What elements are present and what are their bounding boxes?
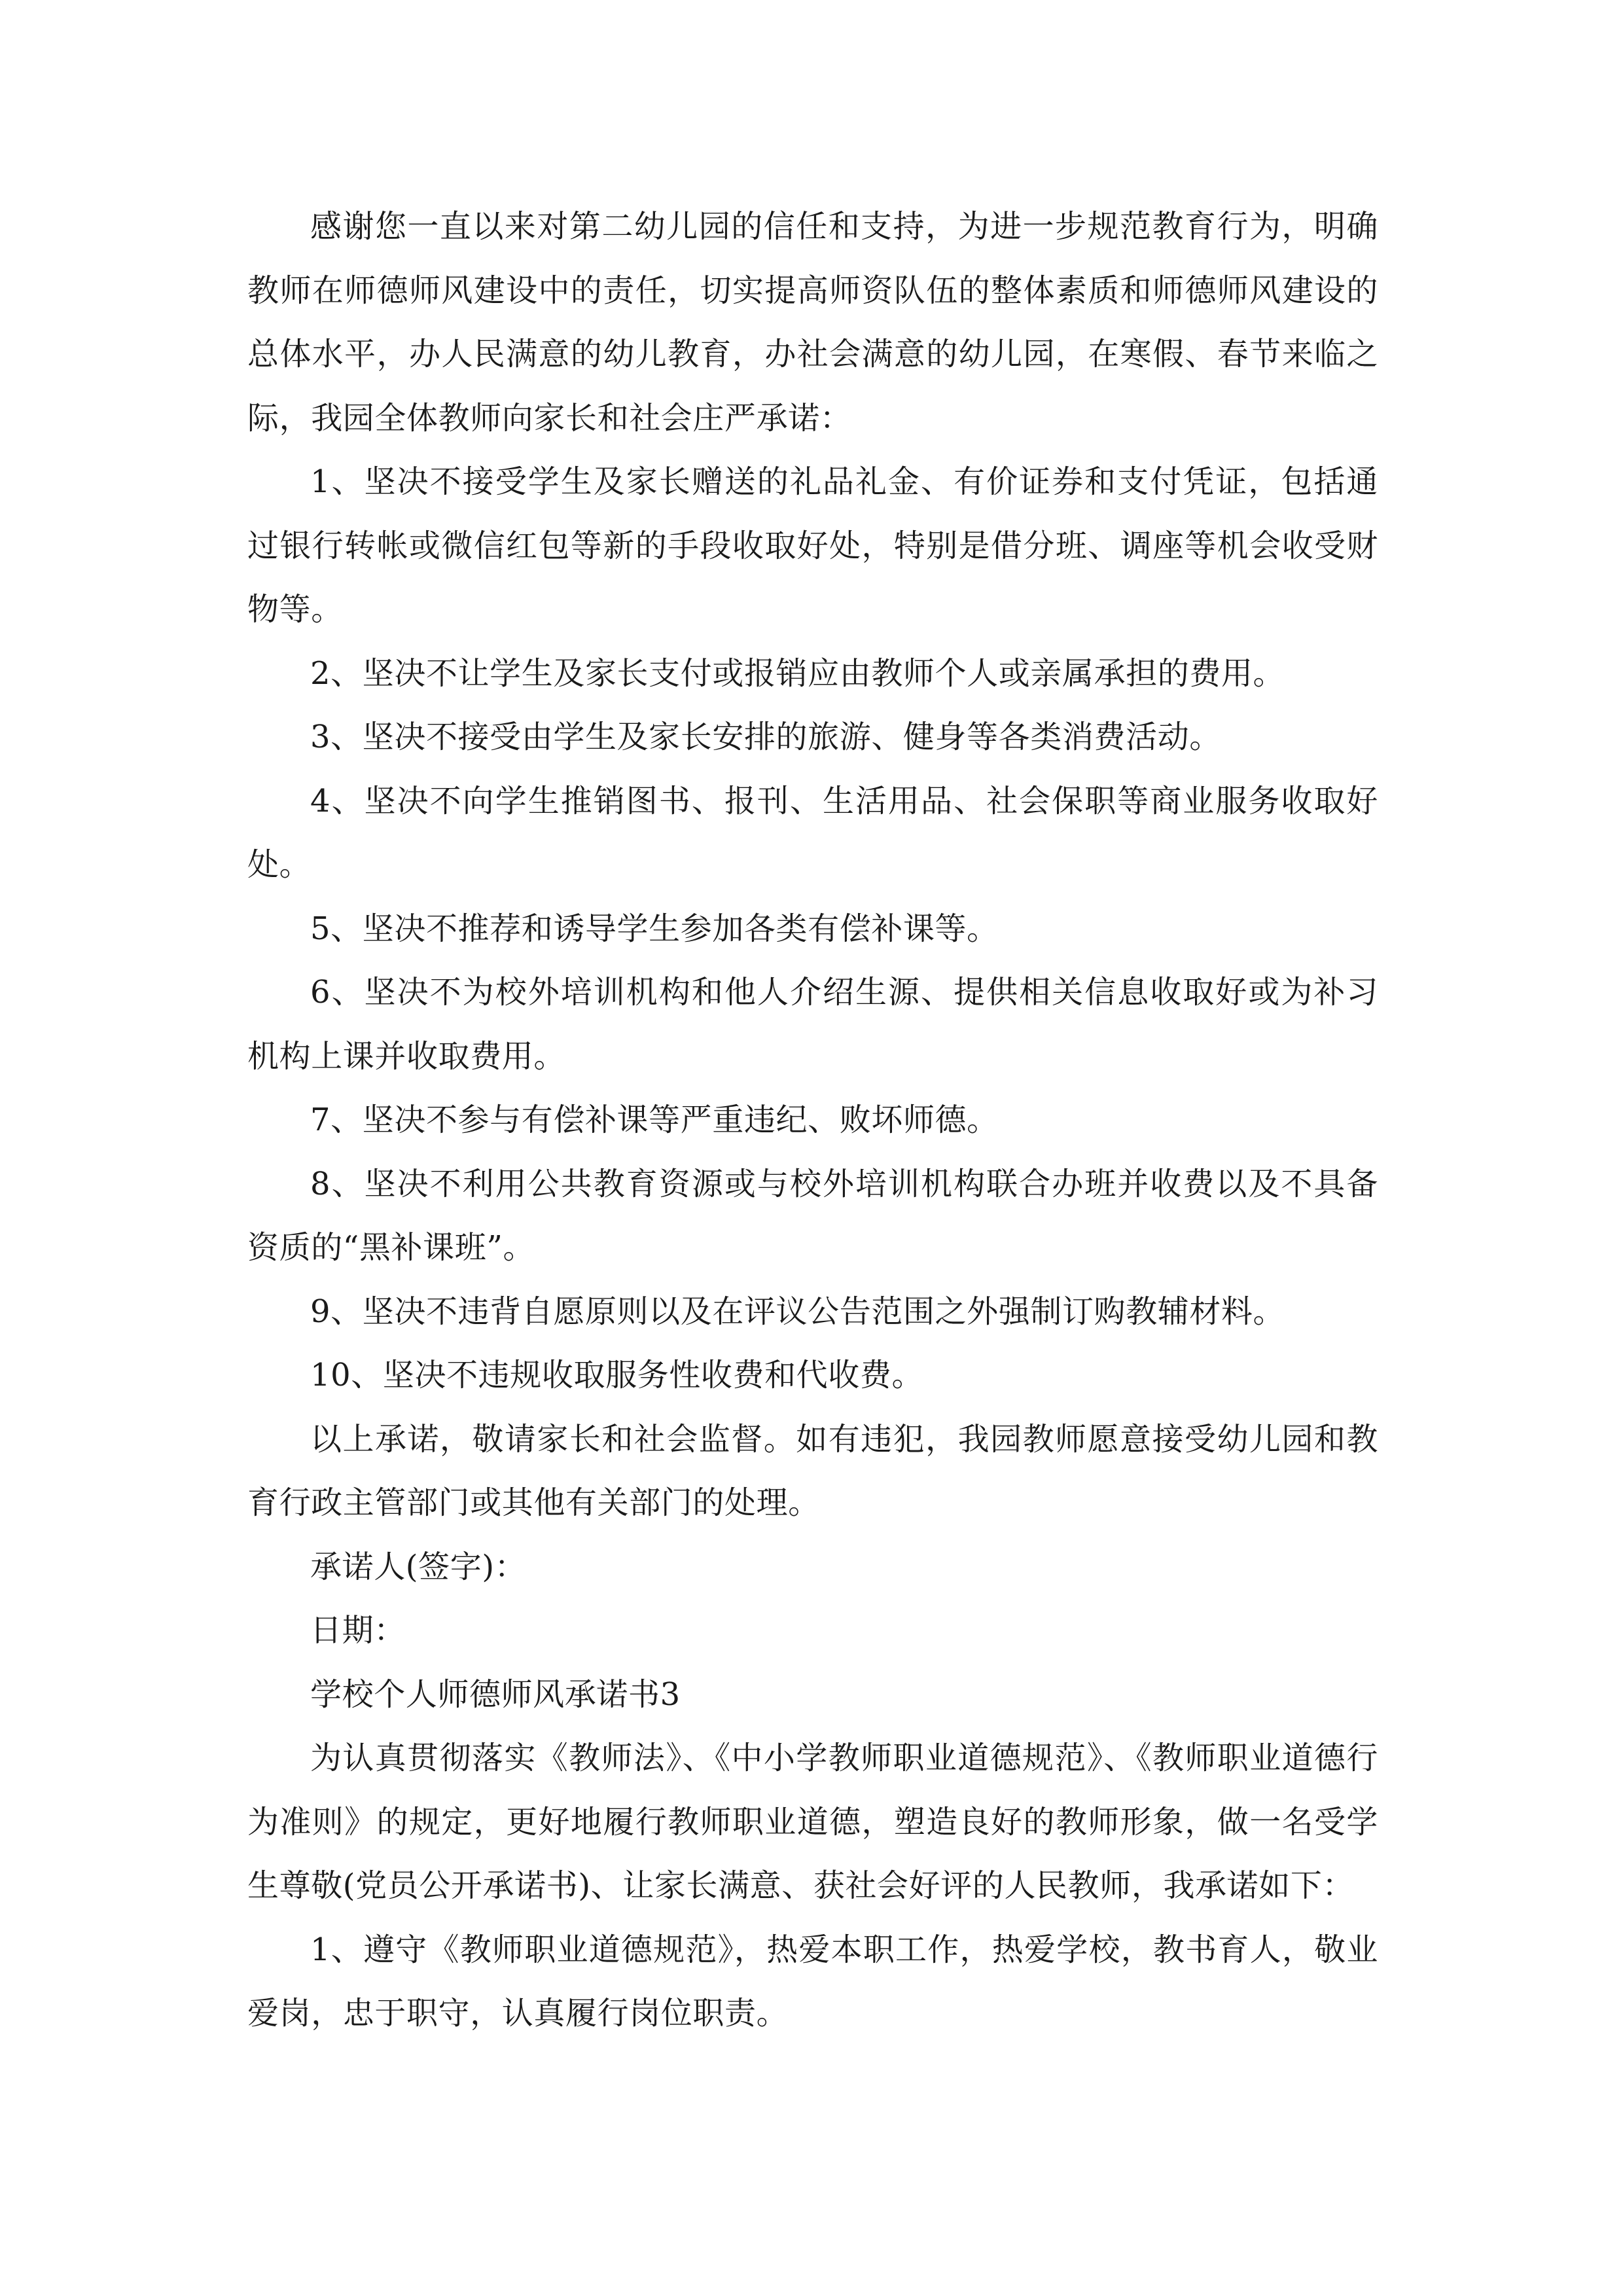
pledge-item-4: 4、坚决不向学生推销图书、报刊、生活用品、社会保职等商业服务收取好处。 xyxy=(247,782,1378,883)
closing-paragraph: 以上承诺，敬请家长和社会监督。如有违犯，我园教师愿意接受幼儿园和教育行政主管部门或其他有关部门的处理。 xyxy=(247,1420,1378,1521)
pledge-item-9: 9、坚决不违背自愿原则以及在评议公告范围之外强制订购教辅材料。 xyxy=(310,1293,1285,1330)
pledge-item-3: 3、坚决不接受由学生及家长安排的旅游、健身等各类消费活动。 xyxy=(310,719,1221,755)
document-body xyxy=(247,195,1378,2046)
pledge-item-6: 6、坚决不为校外培训机构和他人介绍生源、提供相关信息收取好或为补习机构上课并收取费用。 xyxy=(247,974,1378,1075)
pledge-item-2: 2、坚决不让学生及家长支付或报销应由教师个人或亲属承担的费用。 xyxy=(310,655,1285,692)
pledge-item-7: 7、坚决不参与有偿补课等严重违纪、败坏师德。 xyxy=(310,1102,999,1138)
pledge-item-1: 1、坚决不接受学生及家长赠送的礼品礼金、有价证券和支付凭证，包括通过银行转帐或微信红包等新的手段收取好处，特别是借分班、调座等机会收受财物等。 xyxy=(247,463,1378,628)
signature-line: 承诺人(签字)： xyxy=(310,1548,527,1585)
date-line: 日期： xyxy=(310,1612,406,1649)
section-intro-paragraph: 为认真贯彻落实《教师法》、《中小学教师职业道德规范》、《教师职业道德行为准则》的规定，更好地履行教师职业道德，塑造良好的教师形象，做一名受学生尊敬(党员公开承诺书)、让家长满意、获社会好评的人民教师，我承诺如下： xyxy=(247,1740,1378,1904)
pledge-item-10: 10、坚决不违规收取服务性收费和代收费。 xyxy=(310,1357,924,1393)
section-item-1: 1、遵守《教师职业道德规范》，热爱本职工作，热爱学校，教书育人，敬业爱岗，忠于职守，认真履行岗位职责。 xyxy=(247,1931,1378,2032)
intro-paragraph: 感谢您一直以来对第二幼儿园的信任和支持，为进一步规范教育行为，明确教师在师德师风建设中的责任，切实提高师资队伍的整体素质和师德师风建设的总体水平，办人民满意的幼儿教育，办社会满意的幼儿园，在寒假、春节来临之际，我园全体教师向家长和社会庄严承诺： xyxy=(247,208,1378,437)
section-title: 学校个人师德师风承诺书3 xyxy=(310,1676,681,1713)
pledge-item-8: 8、坚决不利用公共教育资源或与校外培训机构联合办班并收费以及不具备资质的“黑补课班”。 xyxy=(247,1165,1378,1266)
pledge-item-5: 5、坚决不推荐和诱导学生参加各类有偿补课等。 xyxy=(310,910,999,947)
